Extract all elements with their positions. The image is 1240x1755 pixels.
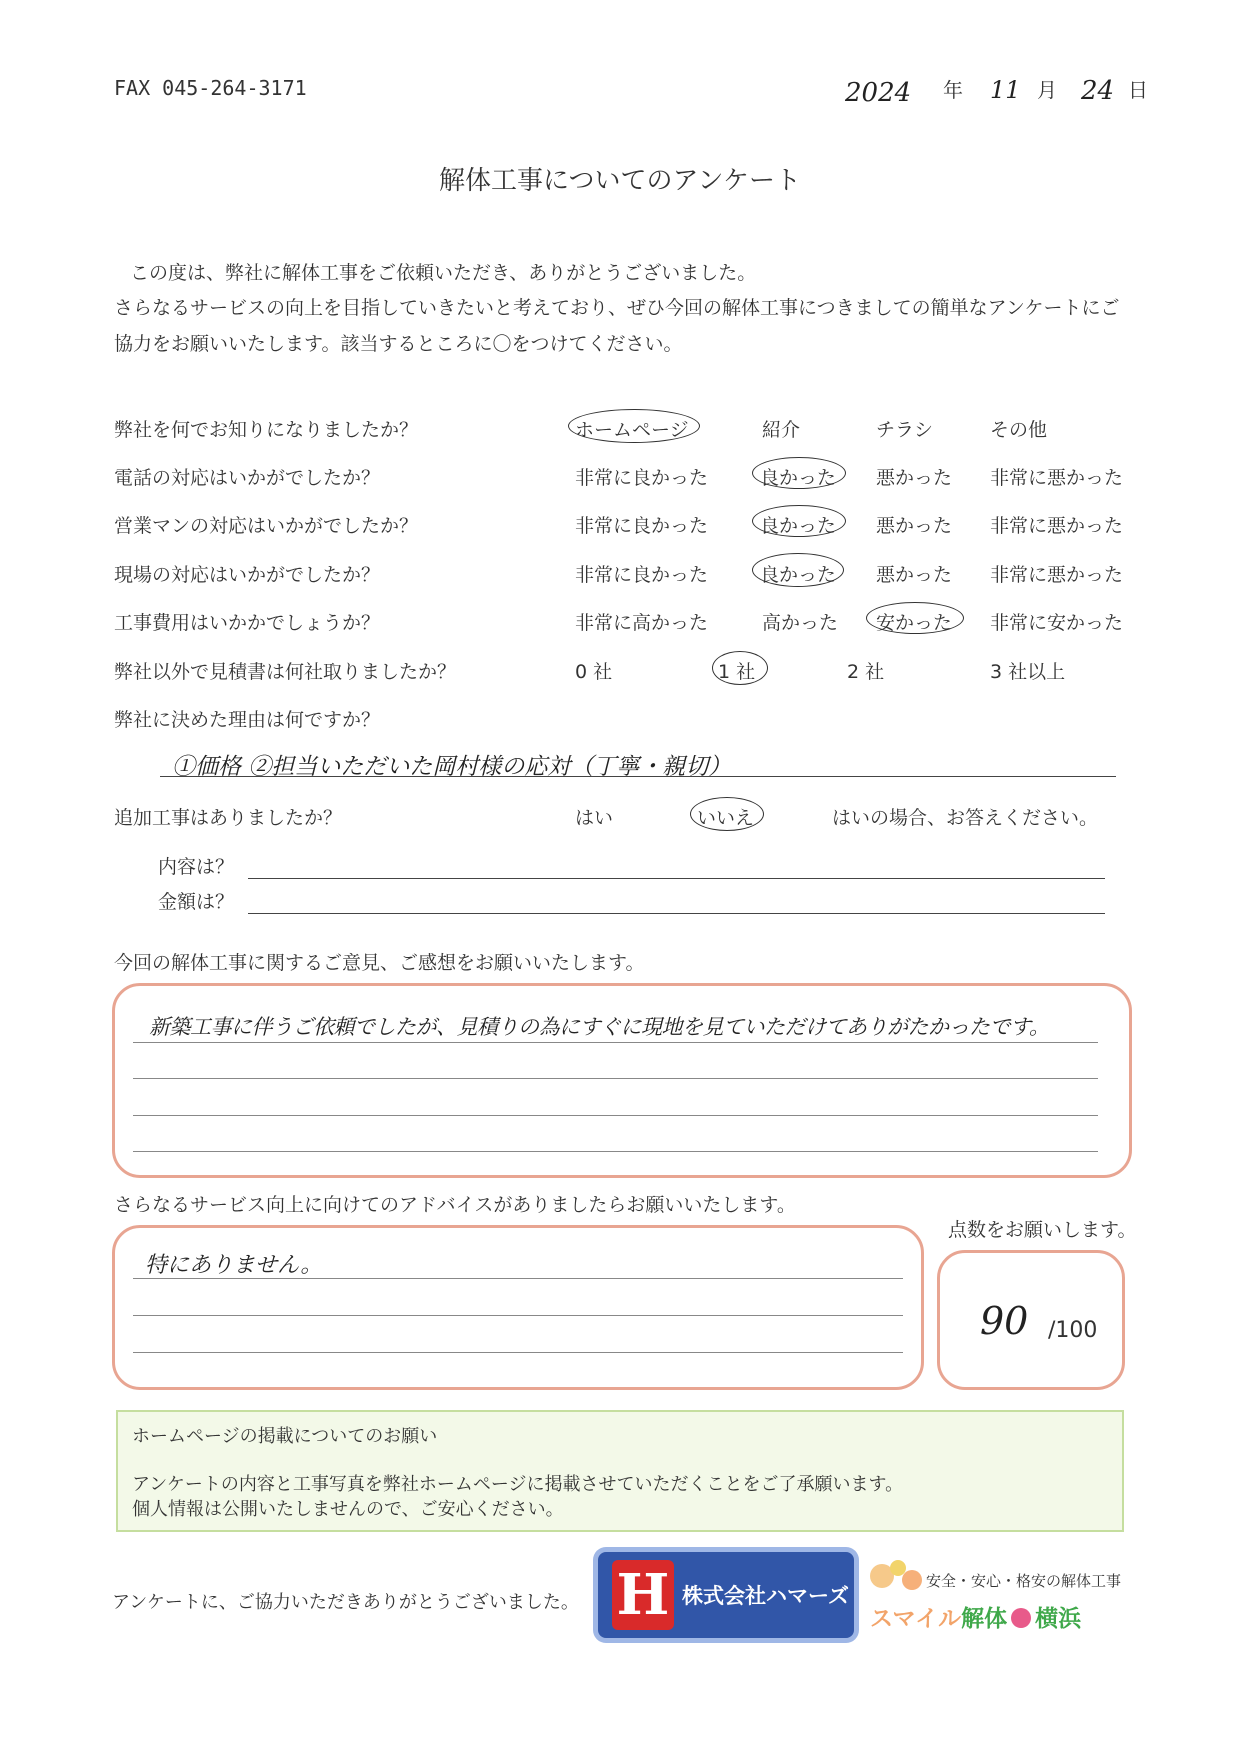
option-site-very-bad[interactable]: 非常に悪かった [990,564,1124,586]
selection-circle [690,797,764,831]
advice-line [133,1315,903,1316]
selection-circle [752,457,846,489]
advice-box[interactable] [112,1225,924,1390]
option-homepage[interactable]: ホームページ [575,419,689,441]
opinion-line [133,1115,1098,1116]
opinion-line [133,1078,1098,1079]
intro-line-3: 協力をお願いいたします。該当するところに〇をつけてください。 [114,333,683,355]
question-estimates: 弊社以外で見積書は何社取りましたか？ [114,661,457,683]
question-sales: 営業マンの対応はいかがでしたか？ [114,515,419,537]
option-estimates-3plus[interactable]: 3 社以上 [990,661,1066,683]
date-year-label: 年 [943,78,963,102]
brand-logo [870,1560,1130,1632]
option-sales-very-bad[interactable]: 非常に悪かった [990,515,1124,537]
option-flyer[interactable]: チラシ [876,419,934,441]
option-other[interactable]: その他 [990,419,1048,441]
option-phone-very-good[interactable]: 非常に良かった [575,467,709,489]
score-max: /100 [1048,1318,1098,1343]
intro-line-1: この度は、弊社に解体工事をご依頼いただき、ありがとうございました。 [130,262,757,284]
option-phone-very-bad[interactable]: 非常に悪かった [990,467,1124,489]
date-month-value: 11 [990,76,1021,104]
brand-tagline: 安全・安心・格安の解体工事 [926,1572,1122,1590]
date-field[interactable] [845,70,1148,110]
notice-line-1: アンケートの内容と工事写真を弊社ホームページに掲載させていただくことをご了承願います。 [132,1474,904,1495]
option-sales-good[interactable]: 良かった [760,515,837,537]
option-estimates-1[interactable]: 1 社 [718,661,756,683]
opinion-line [133,1151,1098,1152]
additional-note: はいの場合、お答えください。 [832,807,1099,829]
selection-circle [866,602,964,634]
option-phone-good[interactable]: 良かった [760,467,837,489]
option-site-bad[interactable]: 悪かった [876,564,953,586]
question-phone: 電話の対応はいかがでしたか？ [114,467,381,489]
option-cost-very-high[interactable]: 非常に高かった [575,612,709,634]
additional-content-label: 内容は？ [158,856,235,878]
option-cost-cheap[interactable]: 安かった [876,612,953,634]
selection-circle [752,553,844,587]
option-sales-bad[interactable]: 悪かった [876,515,953,537]
date-month-label: 月 [1037,78,1057,102]
additional-amount-label: 金額は？ [158,891,235,913]
reason-answer-line [160,776,1116,777]
footer-thanks: アンケートに、ご協力いただきありがとうございました。 [112,1592,579,1613]
opinion-box[interactable] [112,983,1132,1178]
additional-content-field[interactable] [248,878,1105,879]
fax-number: FAX 045-264-3171 [114,76,307,100]
opinion-answer: 新築工事に伴うご依頼でしたが、見積りの為にすぐに現地を見ていただけてありがたかったです。 [149,1015,1050,1039]
reason-answer[interactable]: ①価格 ②担当いただいた岡村様の応対（丁寧・親切） [172,754,732,780]
company-logo [598,1552,854,1638]
score-label: 点数をお願いします。 [948,1219,1137,1241]
advice-line [133,1352,903,1353]
question-reason: 弊社に決めた理由は何ですか？ [114,709,381,731]
additional-amount-field[interactable] [248,913,1105,914]
question-cost: 工事費用はいかかでしょうか？ [114,612,381,634]
question-additional: 追加工事はありましたか？ [114,807,343,829]
option-additional-no[interactable]: いいえ [697,807,755,829]
score-box[interactable] [937,1250,1125,1390]
advice-line [133,1278,903,1279]
opinion-line [133,1042,1098,1043]
notice-title: ホームページの掲載についてのお願い [132,1426,438,1447]
option-site-very-good[interactable]: 非常に良かった [575,564,709,586]
option-referral[interactable]: 紹介 [762,419,801,441]
option-cost-very-cheap[interactable]: 非常に安かった [990,612,1124,634]
option-site-good[interactable]: 良かった [760,564,837,586]
option-phone-bad[interactable]: 悪かった [876,467,953,489]
option-estimates-2[interactable]: 2 社 [847,661,885,683]
brand-name-part1: スマイル [870,1606,962,1632]
company-name: 株式会社ハマーズ [682,1584,849,1608]
option-additional-yes[interactable]: はい [575,807,614,829]
selection-circle [752,505,846,537]
question-advice: さらなるサービス向上に向けてのアドバイスがありましたらお願いいたします。 [114,1194,796,1216]
smile-face-icon [902,1570,922,1590]
question-opinion: 今回の解体工事に関するご意見、ご感想をお願いいたします。 [114,952,645,974]
selection-circle [712,651,768,685]
date-day-label: 日 [1128,78,1148,102]
question-site: 現場の対応はいかがでしたか？ [114,564,381,586]
homepage-notice [116,1410,1124,1532]
flower-icon [1011,1608,1031,1628]
question-source: 弊社を何でお知りになりましたか？ [114,419,419,441]
score-value: 90 [980,1299,1029,1343]
brand-name [870,1600,1081,1633]
intro-line-2: さらなるサービスの向上を目指していきたいと考えており、ぜひ今回の解体工事につきましての簡単なアンケートにご [114,297,1120,319]
option-sales-very-good[interactable]: 非常に良かった [575,515,709,537]
notice-line-2: 個人情報は公開いたしませんので、ご安心ください。 [132,1499,564,1520]
company-logo-mark: H [612,1560,674,1630]
option-estimates-0[interactable]: 0 社 [575,661,613,683]
page-title: 解体工事についてのアンケート [439,166,801,196]
advice-answer: 特にありません。 [145,1253,323,1278]
option-cost-high[interactable]: 高かった [762,612,839,634]
date-year-value: 2024 [845,78,912,108]
brand-name-part3: 横浜 [1035,1606,1082,1632]
date-day-value: 24 [1081,76,1115,106]
brand-name-part2: 解体 [961,1606,1008,1632]
selection-circle [568,409,700,443]
